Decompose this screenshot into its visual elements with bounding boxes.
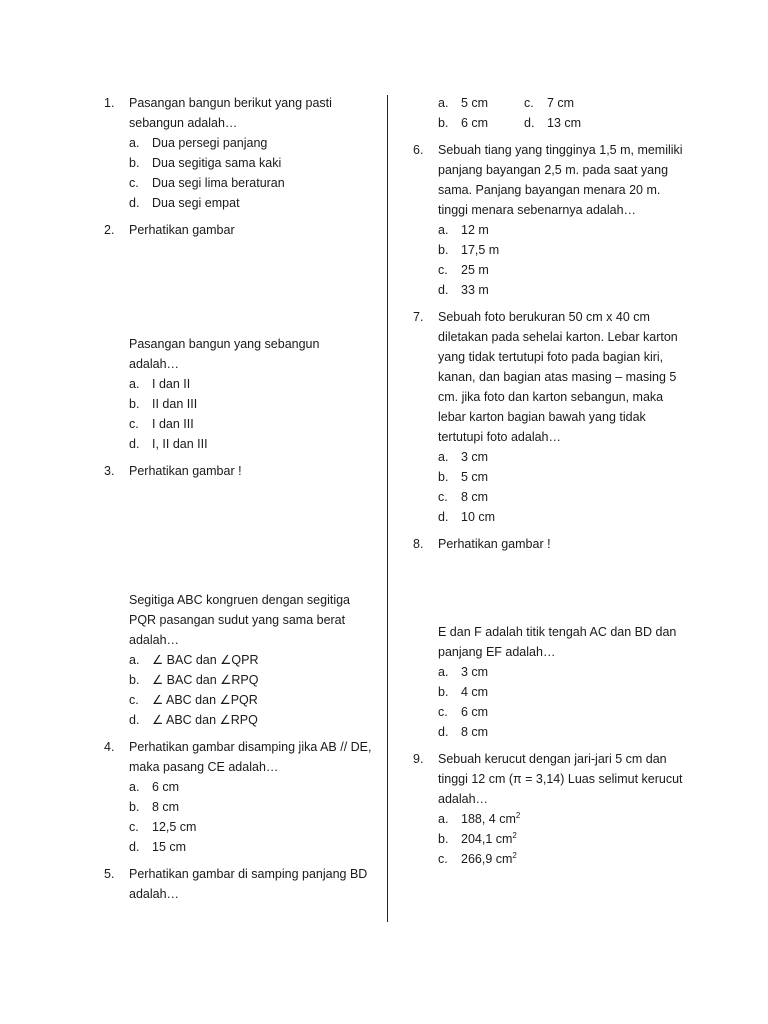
option-letter: b. [438, 243, 449, 257]
option-text: 266,9 cm [461, 852, 513, 866]
question-text: Perhatikan gambar di samping panjang BD adalah… [129, 867, 368, 901]
option-c [438, 702, 683, 722]
question-2 [104, 220, 372, 240]
right-column [413, 93, 683, 869]
question-prompt: E dan F adalah titik tengah AC dan BD dan panjang EF adalah… [438, 625, 677, 659]
option-text: 5 cm [461, 470, 489, 484]
option-letter: b. [129, 673, 140, 687]
option-text: 188, 4 cm [461, 812, 516, 826]
question-number: 9. [413, 752, 424, 766]
options-6 [413, 220, 683, 300]
option-b [129, 797, 372, 817]
option-letter: a. [438, 96, 449, 110]
option-b [438, 240, 683, 260]
option-text: 204,1 cm [461, 832, 513, 846]
option-text: Dua segi empat [152, 196, 240, 210]
option-c [129, 690, 372, 710]
option-letter: d. [129, 437, 140, 451]
option-letter: c. [438, 705, 448, 719]
unit-superscript: 2 [515, 810, 521, 820]
question-number: 4. [104, 740, 115, 754]
option-b [129, 670, 372, 690]
option-letter: d. [129, 713, 140, 727]
option-letter: d. [438, 510, 449, 524]
question-4 [104, 737, 372, 777]
option-text: ∠ BAC dan ∠QPR [152, 653, 259, 667]
option-letter: a. [129, 780, 140, 794]
option-letter: d. [129, 196, 140, 210]
option-letter: a. [438, 812, 449, 826]
option-c [129, 817, 372, 837]
option-text: 17,5 m [461, 243, 500, 257]
option-letter: a. [129, 136, 140, 150]
option-text: I dan II [152, 377, 191, 391]
question-text: Perhatikan gambar ! [129, 464, 242, 478]
option-c [438, 487, 683, 507]
question-text: Perhatikan gambar ! [438, 537, 551, 551]
option-letter: a. [438, 450, 449, 464]
option-text: 5 cm [461, 96, 489, 110]
option-a [129, 374, 372, 394]
option-text: Dua segitiga sama kaki [152, 156, 282, 170]
question-3 [104, 461, 372, 481]
question-number: 2. [104, 223, 115, 237]
question-text: Sebuah foto berukuran 50 cm x 40 cm diletakan pada sehelai karton. Lebar karton yang tidak tertutupi foto pada bagian kiri, kanan, dan bagian atas masing – masing 5 cm. jika foto dan karton sebangun, maka lebar karton bagian bawah yang tidak tertutupi foto adalah… [438, 310, 678, 444]
left-column [104, 93, 372, 904]
option-letter: c. [438, 852, 448, 866]
option-a [438, 220, 683, 240]
option-a [129, 133, 372, 153]
option-d [129, 837, 372, 857]
option-text: Dua segi lima beraturan [152, 176, 285, 190]
option-letter: b. [438, 685, 449, 699]
option-a [438, 447, 683, 467]
figure-placeholder [413, 554, 683, 622]
question-8 [413, 534, 683, 554]
unit-superscript: 2 [512, 850, 517, 860]
option-letter: c. [129, 693, 139, 707]
option-letter: c. [524, 96, 534, 110]
option-letter: b. [438, 116, 449, 130]
option-text: 25 m [461, 263, 489, 277]
option-text: 8 cm [461, 490, 489, 504]
question-number: 7. [413, 310, 424, 324]
option-letter: b. [129, 156, 140, 170]
option-text: ∠ BAC dan ∠RPQ [152, 673, 259, 687]
option-c [438, 260, 683, 280]
option-text: ∠ ABC dan ∠RPQ [152, 713, 258, 727]
option-b [438, 682, 683, 702]
question-text: Perhatikan gambar [129, 223, 235, 237]
option-text: 10 cm [461, 510, 496, 524]
option-b [129, 394, 372, 414]
option-c [524, 93, 610, 113]
question-number: 3. [104, 464, 115, 478]
option-text: II dan III [152, 397, 198, 411]
option-text: 13 cm [547, 116, 582, 130]
option-text: I, II dan III [152, 437, 208, 451]
options-8 [413, 622, 683, 742]
option-text: 7 cm [547, 96, 575, 110]
option-d [129, 710, 372, 730]
option-text: 3 cm [461, 450, 489, 464]
option-text: 8 cm [461, 725, 489, 739]
option-b [438, 467, 683, 487]
option-a [438, 662, 683, 682]
option-a [438, 93, 524, 113]
option-letter: a. [438, 223, 449, 237]
option-text: 12 m [461, 223, 489, 237]
option-d [438, 280, 683, 300]
option-d [438, 722, 683, 742]
option-d [129, 193, 372, 213]
options-7 [413, 447, 683, 527]
question-9 [413, 749, 683, 809]
figure-placeholder [104, 240, 372, 334]
option-letter: c. [438, 490, 448, 504]
option-letter: d. [438, 283, 449, 297]
question-number: 5. [104, 867, 115, 881]
options-3 [104, 590, 372, 730]
options-4 [104, 777, 372, 857]
question-number: 1. [104, 96, 115, 110]
question-1 [104, 93, 372, 133]
option-letter: d. [438, 725, 449, 739]
column-divider [387, 95, 388, 922]
option-d [438, 507, 683, 527]
question-number: 8. [413, 537, 424, 551]
options-1 [104, 133, 372, 213]
option-text: 6 cm [152, 780, 180, 794]
option-a [129, 650, 372, 670]
question-prompt: Pasangan bangun yang sebangun adalah… [129, 337, 320, 371]
option-b [438, 829, 683, 849]
option-c [129, 173, 372, 193]
option-letter: d. [129, 840, 140, 854]
options-5 [413, 93, 683, 133]
option-b [129, 153, 372, 173]
question-prompt: Segitiga ABC kongruen dengan segitiga PQR pasangan sudut yang sama berat adalah… [129, 593, 350, 647]
option-text: 12,5 cm [152, 820, 197, 834]
option-letter: b. [129, 397, 140, 411]
option-letter: c. [129, 176, 139, 190]
option-text: 15 cm [152, 840, 187, 854]
option-text: 33 m [461, 283, 489, 297]
option-letter: a. [438, 665, 449, 679]
option-text: I dan III [152, 417, 194, 431]
option-d [524, 113, 610, 133]
option-a [129, 777, 372, 797]
option-text: 6 cm [461, 116, 489, 130]
option-c [438, 849, 683, 869]
option-letter: a. [129, 653, 140, 667]
option-text: 4 cm [461, 685, 489, 699]
option-c [129, 414, 372, 434]
question-number: 6. [413, 143, 424, 157]
question-7 [413, 307, 683, 447]
option-d [129, 434, 372, 454]
option-letter: a. [129, 377, 140, 391]
option-text: 6 cm [461, 705, 489, 719]
question-5 [104, 864, 372, 904]
option-letter: c. [129, 417, 139, 431]
option-letter: b. [438, 470, 449, 484]
unit-superscript: 2 [512, 830, 517, 840]
question-text: Perhatikan gambar disamping jika AB // DE, maka pasang CE adalah… [129, 740, 372, 774]
option-text: 8 cm [152, 800, 180, 814]
figure-placeholder [104, 481, 372, 590]
option-text: ∠ ABC dan ∠PQR [152, 693, 258, 707]
option-b [438, 113, 524, 133]
option-text: Dua persegi panjang [152, 136, 268, 150]
option-letter: d. [524, 116, 535, 130]
question-6 [413, 140, 683, 220]
options-2 [104, 334, 372, 454]
option-letter: b. [129, 800, 140, 814]
question-text: Sebuah kerucut dengan jari-jari 5 cm dan tinggi 12 cm (π = 3,14) Luas selimut kerucut adalah… [438, 752, 683, 806]
question-text: Pasangan bangun berikut yang pasti sebangun adalah… [129, 96, 332, 130]
options-9 [413, 809, 683, 869]
option-a [438, 809, 683, 829]
option-letter: b. [438, 832, 449, 846]
question-text: Sebuah tiang yang tingginya 1,5 m, memiliki panjang bayangan 2,5 m. pada saat yang sama. Panjang bayangan menara 20 m. tinggi menara sebenarnya adalah… [438, 143, 683, 217]
option-letter: c. [129, 820, 139, 834]
option-letter: c. [438, 263, 448, 277]
option-text: 3 cm [461, 665, 489, 679]
